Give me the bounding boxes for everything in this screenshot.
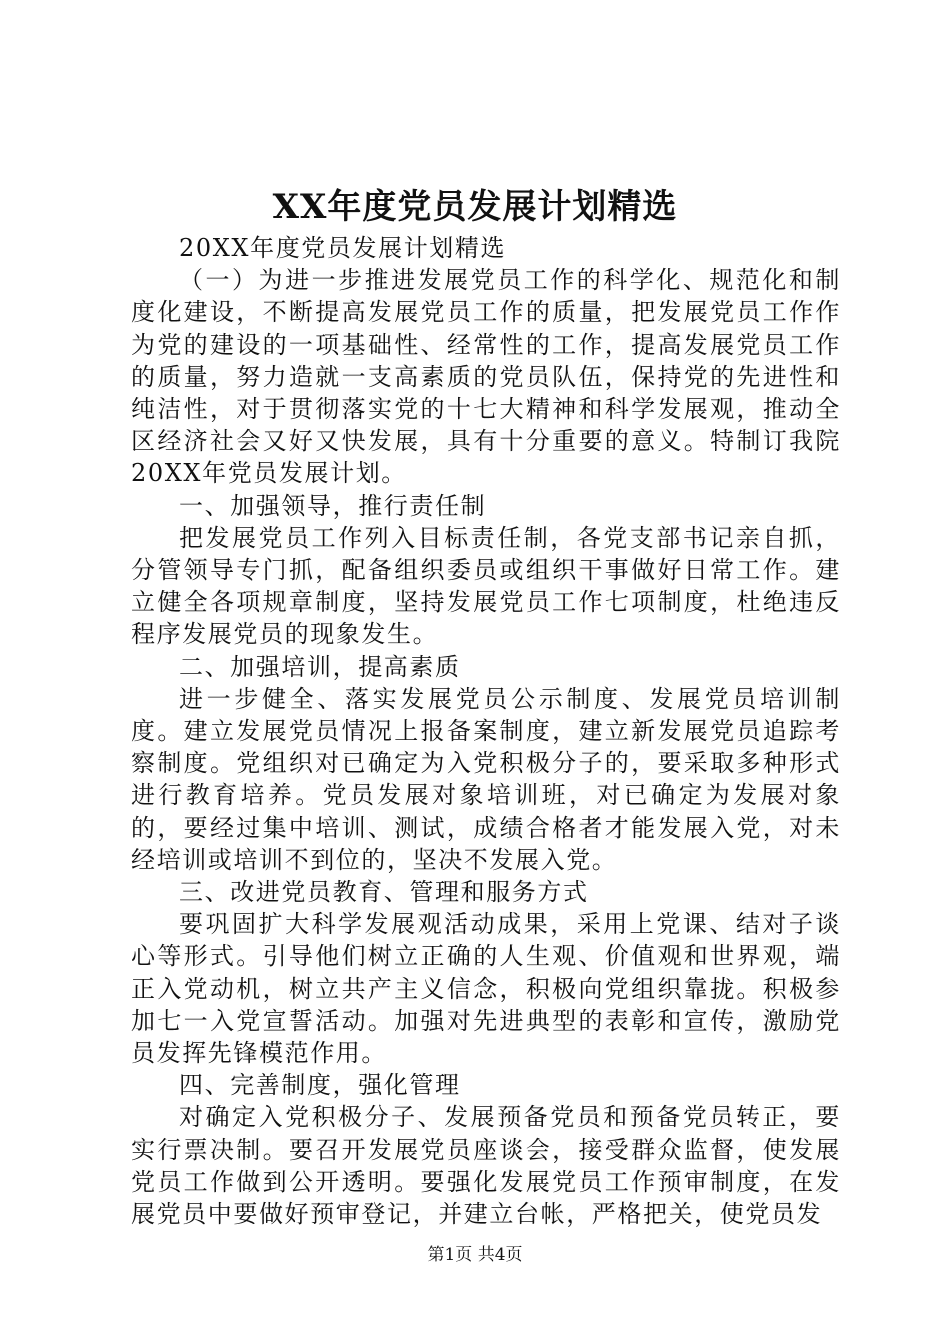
document-subtitle: 20XX年度党员发展计划精选 — [179, 234, 507, 262]
paragraph-section-4: 对确定入党积极分子、发展预备党员和预备党员转正，要实行票决制。要召开发展党员座谈会，接受群众监督，使发展党员工作做到公开透明。要强化发展党员工作预审制度，在发展党员中要做好预审登记，并建立台帐，严格把关，使党员发 — [131, 1103, 841, 1229]
section-heading-1: 一、加强领导，推行责任制 — [179, 491, 487, 520]
section-heading-3: 三、改进党员教育、管理和服务方式 — [179, 878, 589, 907]
paragraph-section-2: 进一步健全、落实发展党员公示制度、发展党员培训制度。建立发展党员情况上报备案制度，建立新发展党员追踪考察制度。党组织对已确定为入党积极分子的，要采取多种形式进行教育培养。党员发展对象培训班，对已确定为发展对象的，要经过集中培训、测试，成绩合格者才能发展入党，对未经培训或培训不到位的，坚决不发展入党。 — [131, 684, 841, 874]
document-body — [131, 232, 841, 1230]
paragraph-section-1: 把发展党员工作列入目标责任制，各党支部书记亲自抓，分管领导专门抓，配备组织委员或组织干事做好日常工作。建立健全各项规章制度，坚持发展党员工作七项制度，杜绝违反程序发展党员的现象发生。 — [131, 523, 841, 649]
page-number-footer: 第1页 共4页 — [427, 1245, 523, 1265]
document-title: XX年度党员发展计划精选 — [272, 187, 678, 227]
section-heading-4: 四、完善制度，强化管理 — [179, 1071, 461, 1100]
paragraph-intro: （一）为进一步推进发展党员工作的科学化、规范化和制度化建设，不断提高发展党员工作的质量，把发展党员工作作为党的建设的一项基础性、经常性的工作，提高发展党员工作的质量，努力造就一支高素质的党员队伍，保持党的先进性和纯洁性，对于贯彻落实党的十七大精神和科学发展观，推动全区经济社会又好又快发展，具有十分重要的意义。特制订我院20XX年党员发展计划。 — [131, 266, 841, 488]
section-heading-2: 二、加强培训，提高素质 — [179, 652, 461, 681]
paragraph-section-3: 要巩固扩大科学发展观活动成果，采用上党课、结对子谈心等形式。引导他们树立正确的人生观、价值观和世界观，端正入党动机，树立共产主义信念，积极向党组织靠拢。积极参加七一入党宣誓活动。加强对先进典型的表彰和宣传，激励党员发挥先锋模范作用。 — [131, 910, 841, 1068]
